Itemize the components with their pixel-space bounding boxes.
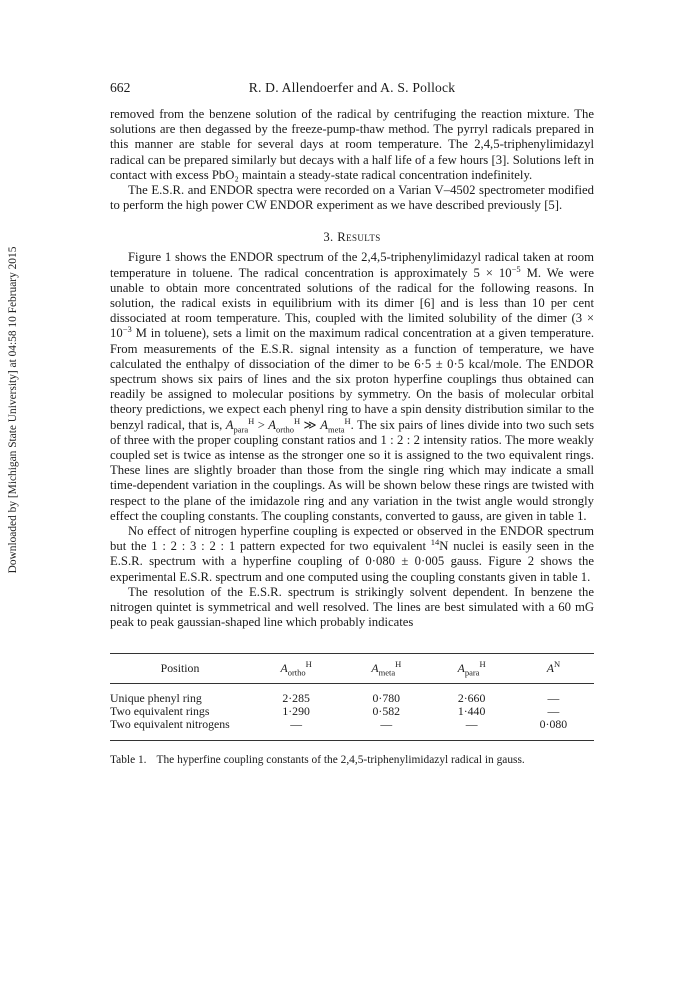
cell: 0·080 [539, 717, 568, 732]
coupling-table [110, 653, 594, 741]
paragraph-results-2 [110, 524, 594, 585]
download-note: Downloaded by [Michigan State University] at 04:58 10 February 2015 [7, 246, 19, 574]
section-number: 3. [323, 230, 334, 245]
page-number: 662 [110, 80, 131, 95]
page [110, 80, 594, 767]
cell: — [290, 717, 303, 732]
cell: 2·660 [457, 690, 486, 705]
row-label: Unique phenyl ring [110, 690, 202, 705]
cell: 0·582 [372, 703, 401, 718]
running-header [110, 80, 594, 96]
col-a-ortho: $A_{ortho}^H$ [280, 658, 312, 677]
table-header-row [110, 653, 594, 683]
text-run: The six pairs of lines divide into two such sets of three with the proper coupling constant ratios and 1 : 2 : 2 intensity ratios. The more weakly coupled set is twice as intense as the stronger one so it is assigned to the two equivalent rings. These lines are slightly broader than those from the single ring which may indicate a small time-dependent variation in the couplings. As will be shown below these rings are twisted with respect to the plane of the imidazole ring and any variation in the twist angle would strongly effect the coupling constants. The coupling constants, converted to gauss, are given in table 1. [110, 417, 595, 523]
download-watermark [6, 130, 20, 690]
cell: — [547, 690, 560, 705]
caption-label: Table 1. [110, 753, 147, 766]
col-a-n: $A^N$ [546, 658, 561, 675]
cell: 1·440 [457, 703, 486, 718]
text-run: Figure 1 shows the ENDOR spectrum of the 2,4,5-triphenylimidazyl radical taken at room temperature in toluene. The radical concentration is approximately 5 × 10 [110, 250, 594, 280]
text-run: M in toluene), sets a limit on the maximum radical concentration at a given temperature. From measurements of the E.S.R. signal intensity as a function of temperature, we have calculated the enthalpy of dissociation of the dimer to be 6·5 ± 0·5 kcal/mole. The ENDOR spectrum shows six pairs of lines and the six proton hyperfine couplings thus obtained can readily be assigned to molecular positions by symmetry. On the basis of molecular orbital theory predictions, we expect each phenyl ring to have a spin density distribution similar to the benzyl radical, that is, [110, 326, 594, 432]
row-label: Two equivalent nitrogens [110, 717, 230, 732]
coupling-relation: $A_{para}^H > A_{ortho}^H$ ≫ $A_{meta}^H$. [225, 415, 354, 435]
paragraph-results-1 [110, 250, 594, 524]
col-position: Position [160, 660, 200, 675]
cell: — [547, 703, 560, 718]
text-run: N nuclei is easily seen in the E.S.R. spectrum with a hyperfine coupling of 0·080 ± 0·005 gauss. Figure 2 shows the experimental E.S.R. spectrum and one computed using the coupling constants given in table 1. [110, 539, 594, 584]
col-a-meta: $A_{meta}^H$ [371, 658, 402, 677]
table-row [110, 683, 594, 705]
text-run: M. We were unable to obtain more concentrated solutions of the radical for the following reasons. In solution, the radical exists in equilibrium with its dimer [6] and is less than 10 per cent dissociated at room temperature. This, coupled with the limited solubility of the dimer (3 × 10 [110, 265, 594, 341]
text-run: No effect of nitrogen hyperfine coupling is expected or observed in the ENDOR spectrum but the 1 : 2 : 3 : 2 : 1 pattern expected for two equivalent [110, 524, 594, 554]
paragraph-spectrometer: The E.S.R. and ENDOR spectra were recorded on a Varian V–4502 spectrometer modified to perform the high power CW ENDOR experiment as we have described previously [5]. [110, 183, 594, 213]
table-row [110, 718, 594, 740]
table-row [110, 705, 594, 718]
isotope-superscript: 14 [430, 537, 440, 548]
row-label: Two equivalent rings [110, 703, 210, 718]
col-a-para: $A_{para}^H$ [457, 658, 486, 677]
paragraph-results-3: The resolution of the E.S.R. spectrum is strikingly solvent dependent. In benzene the nitrogen quintet is symmetrical and well resolved. The lines are best simulated with a 60 mG peak to peak gaussian-shaped line which probably indicates [110, 584, 594, 630]
cell: — [380, 717, 393, 732]
running-authors: R. D. Allendoerfer and A. S. Pollock [248, 80, 456, 95]
section-title: Results [337, 230, 381, 245]
caption-text: The hyperfine coupling constants of the 2,4,5-triphenylimidazyl radical in gauss. [156, 753, 525, 766]
cell: 1·290 [282, 703, 310, 718]
cell: 2·285 [282, 690, 310, 705]
superscript: −5 [511, 263, 521, 274]
table-caption [110, 753, 594, 767]
paragraph-methods: removed from the benzene solution of the radical by centrifuging the reaction mixture. The solutions are then degassed by the freeze-pump-thaw method. The pyrryl radicals prepared in this manner are stable for several days at room temperature. The 2,4,5-triphenylimidazyl radical can be prepared similarly but decays with a half life of a few hours [3]. Solutions left in contact with excess PbO₂ maintain a steady-state radical concentration indefinitely. [110, 107, 594, 182]
cell: — [465, 717, 478, 732]
superscript: −3 [122, 324, 132, 335]
cell: 0·780 [372, 690, 401, 705]
section-heading [110, 230, 594, 245]
